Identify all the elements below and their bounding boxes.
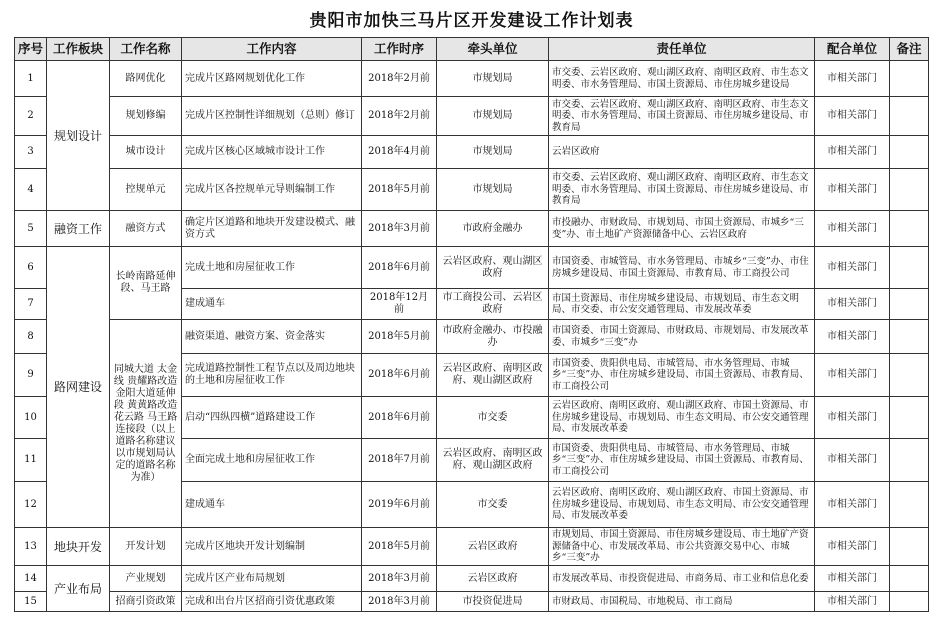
cell-coop: 市相关部门 — [815, 592, 890, 612]
cell-seq: 15 — [15, 592, 47, 612]
cell-seq: 11 — [15, 439, 47, 482]
header-resp: 责任单位 — [549, 38, 815, 61]
cell-name: 产业规划 — [110, 566, 182, 592]
header-note: 备注 — [890, 38, 929, 61]
cell-note — [890, 136, 929, 169]
cell-note — [890, 61, 929, 97]
cell-name: 招商引资政策 — [110, 592, 182, 612]
header-time: 工作时序 — [362, 38, 437, 61]
cell-content: 完成道路控制性工程节点以及周边地块的土地和房屋征收工作 — [182, 354, 362, 397]
cell-lead: 市规划局 — [437, 61, 549, 97]
cell-content: 完成和出台片区招商引资优惠政策 — [182, 592, 362, 612]
cell-content: 完成片区路网规划优化工作 — [182, 61, 362, 97]
cell-resp: 市投融办、市财政局、市规划局、市国土资源局、市城乡“三变”办、市土地矿产资源储备中心、云岩区政府 — [549, 211, 815, 247]
cell-note — [890, 354, 929, 397]
cell-resp: 市交委、云岩区政府、观山湖区政府、南明区政府、市生态文明委、市水务管理局、市国土资源局、市住房城乡建设局、市教育局 — [549, 97, 815, 136]
cell-seq: 13 — [15, 528, 47, 566]
cell-content: 完成片区控制性详细规划（总则）修订 — [182, 97, 362, 136]
cell-lead: 市交委 — [437, 397, 549, 439]
cell-lead: 云岩区政府、南明区政府、观山湖区政府 — [437, 354, 549, 397]
cell-seq: 1 — [15, 61, 47, 97]
cell-note — [890, 439, 929, 482]
cell-resp: 市国资委、市国土资源局、市财政局、市规划局、市发展改革委、市城乡“三变”办 — [549, 320, 815, 354]
cell-time: 2019年6月前 — [362, 482, 437, 528]
cell-block: 融资工作 — [47, 211, 110, 247]
table-row — [15, 169, 929, 211]
cell-block: 规划设计 — [47, 61, 110, 211]
cell-resp: 市国资委、贵阳供电局、市城管局、市水务管理局、市城乡“三变”办、市住房城乡建设局、市国土资源局、市教育局、市工商投公司 — [549, 439, 815, 482]
cell-coop: 市相关部门 — [815, 320, 890, 354]
cell-lead: 云岩区政府 — [437, 566, 549, 592]
cell-lead: 市政府金融办、市投融办 — [437, 320, 549, 354]
cell-note — [890, 592, 929, 612]
cell-content: 完成片区产业布局规划 — [182, 566, 362, 592]
table-row — [15, 61, 929, 97]
cell-time: 2018年5月前 — [362, 169, 437, 211]
cell-name: 长岭南路延伸段、马王路 — [110, 247, 182, 320]
cell-time: 2018年3月前 — [362, 566, 437, 592]
cell-lead: 云岩区政府、观山湖区政府 — [437, 247, 549, 289]
cell-coop: 市相关部门 — [815, 397, 890, 439]
cell-resp: 市交委、云岩区政府、观山湖区政府、南明区政府、市生态文明委、市水务管理局、市国土资源局、市住房城乡建设局、市教育局 — [549, 169, 815, 211]
cell-note — [890, 97, 929, 136]
cell-note — [890, 320, 929, 354]
cell-content: 建成通车 — [182, 482, 362, 528]
page-title: 贵阳市加快三马片区开发建设工作计划表 — [309, 11, 634, 31]
cell-resp: 云岩区政府、南明区政府、观山湖区政府、市国土资源局、市住房城乡建设局、市规划局、市生态文明局、市公安交通管理局、市发展改革委 — [549, 397, 815, 439]
cell-seq: 3 — [15, 136, 47, 169]
cell-name: 开发计划 — [110, 528, 182, 566]
cell-resp: 市财政局、市国税局、市地税局、市工商局 — [549, 592, 815, 612]
cell-time: 2018年12月前 — [362, 289, 437, 320]
cell-seq: 9 — [15, 354, 47, 397]
cell-seq: 8 — [15, 320, 47, 354]
table-row — [15, 136, 929, 169]
cell-coop: 市相关部门 — [815, 61, 890, 97]
cell-coop: 市相关部门 — [815, 247, 890, 289]
cell-coop: 市相关部门 — [815, 136, 890, 169]
cell-resp: 市交委、云岩区政府、观山湖区政府、南明区政府、市生态文明委、市水务管理局、市国土资源局、市住房城乡建设局 — [549, 61, 815, 97]
cell-seq: 5 — [15, 211, 47, 247]
cell-time: 2018年2月前 — [362, 61, 437, 97]
cell-lead: 云岩区政府、南明区政府、观山湖区政府 — [437, 439, 549, 482]
cell-resp: 云岩区政府、南明区政府、观山湖区政府、市国土资源局、市住房城乡建设局、市规划局、市生态文明局、市公安交通管理局、市发展改革委 — [549, 482, 815, 528]
cell-name: 同城大道 太金线 贵耀路改造 金阳大道延伸段 黄黄路改造 花云路 马王路连接段（以上道路名称建议以市规划局认定的道路名称为准） — [110, 320, 182, 528]
cell-name: 城市设计 — [110, 136, 182, 169]
cell-coop: 市相关部门 — [815, 169, 890, 211]
cell-content: 完成片区核心区域城市设计工作 — [182, 136, 362, 169]
cell-time: 2018年4月前 — [362, 136, 437, 169]
cell-name: 控规单元 — [110, 169, 182, 211]
table-row — [15, 592, 929, 612]
cell-coop: 市相关部门 — [815, 211, 890, 247]
cell-block: 产业布局 — [47, 566, 110, 612]
cell-content: 建成通车 — [182, 289, 362, 320]
cell-block: 地块开发 — [47, 528, 110, 566]
table-row — [15, 247, 929, 289]
cell-lead: 市规划局 — [437, 136, 549, 169]
header-content: 工作内容 — [182, 38, 362, 61]
cell-note — [890, 482, 929, 528]
cell-lead: 市投资促进局 — [437, 592, 549, 612]
cell-content: 完成片区各控规单元导则编制工作 — [182, 169, 362, 211]
cell-coop: 市相关部门 — [815, 439, 890, 482]
cell-time: 2018年2月前 — [362, 97, 437, 136]
cell-coop: 市相关部门 — [815, 528, 890, 566]
cell-note — [890, 528, 929, 566]
work-plan-table — [14, 37, 929, 612]
cell-resp: 市国资委、市城管局、市水务管理局、市城乡“三变”办、市住房城乡建设局、市国土资源局、市教育局、市工商投公司 — [549, 247, 815, 289]
cell-content: 完成片区地块开发计划编制 — [182, 528, 362, 566]
cell-seq: 7 — [15, 289, 47, 320]
cell-content: 全面完成土地和房屋征收工作 — [182, 439, 362, 482]
header-block: 工作板块 — [47, 38, 110, 61]
cell-block: 路网建设 — [47, 247, 110, 528]
cell-content: 确定片区道路和地块开发建设模式、融资方式 — [182, 211, 362, 247]
table-row — [15, 320, 929, 354]
header-seq: 序号 — [15, 38, 47, 61]
header-coop: 配合单位 — [815, 38, 890, 61]
cell-time: 2018年6月前 — [362, 247, 437, 289]
header-name: 工作名称 — [110, 38, 182, 61]
cell-seq: 2 — [15, 97, 47, 136]
cell-content: 融资渠道、融资方案、资金落实 — [182, 320, 362, 354]
cell-coop: 市相关部门 — [815, 97, 890, 136]
cell-lead: 云岩区政府 — [437, 528, 549, 566]
cell-name: 融资方式 — [110, 211, 182, 247]
cell-note — [890, 247, 929, 289]
table-row — [15, 211, 929, 247]
cell-time: 2018年6月前 — [362, 354, 437, 397]
cell-note — [890, 397, 929, 439]
table-row — [15, 528, 929, 566]
cell-name: 路网优化 — [110, 61, 182, 97]
cell-time: 2018年3月前 — [362, 211, 437, 247]
cell-time: 2018年7月前 — [362, 439, 437, 482]
cell-lead: 市政府金融办 — [437, 211, 549, 247]
cell-note — [890, 211, 929, 247]
cell-time: 2018年5月前 — [362, 528, 437, 566]
cell-seq: 10 — [15, 397, 47, 439]
cell-time: 2018年6月前 — [362, 397, 437, 439]
cell-seq: 14 — [15, 566, 47, 592]
table-row — [15, 97, 929, 136]
header-lead: 牵头单位 — [437, 38, 549, 61]
cell-resp: 市发展改革局、市投资促进局、市商务局、市工业和信息化委 — [549, 566, 815, 592]
cell-coop: 市相关部门 — [815, 482, 890, 528]
table-row — [15, 566, 929, 592]
cell-content: 完成土地和房屋征收工作 — [182, 247, 362, 289]
cell-time: 2018年5月前 — [362, 320, 437, 354]
cell-name: 规划修编 — [110, 97, 182, 136]
cell-lead: 市交委 — [437, 482, 549, 528]
cell-seq: 4 — [15, 169, 47, 211]
cell-resp: 云岩区政府 — [549, 136, 815, 169]
cell-coop: 市相关部门 — [815, 354, 890, 397]
cell-lead: 市规划局 — [437, 169, 549, 211]
header-row — [15, 38, 929, 61]
cell-resp: 市规划局、市国土资源局、市住房城乡建设局、市土地矿产资源储备中心、市发展改革局、市公共资源交易中心、市城乡“三变”办 — [549, 528, 815, 566]
cell-time: 2018年3月前 — [362, 592, 437, 612]
cell-seq: 6 — [15, 247, 47, 289]
cell-resp: 市国土资源局、市住房城乡建设局、市规划局、市生态文明局、市交委、市公安交通管理局、市发展改革委 — [549, 289, 815, 320]
cell-coop: 市相关部门 — [815, 289, 890, 320]
cell-lead: 市规划局 — [437, 97, 549, 136]
cell-note — [890, 289, 929, 320]
cell-note — [890, 169, 929, 211]
cell-coop: 市相关部门 — [815, 566, 890, 592]
cell-lead: 市工商投公司、云岩区政府 — [437, 289, 549, 320]
cell-seq: 12 — [15, 482, 47, 528]
cell-note — [890, 566, 929, 592]
cell-resp: 市国资委、贵阳供电局、市城管局、市水务管理局、市城乡“三变”办、市住房城乡建设局、市国土资源局、市教育局、市工商投公司 — [549, 354, 815, 397]
cell-content: 启动“四纵四横”道路建设工作 — [182, 397, 362, 439]
